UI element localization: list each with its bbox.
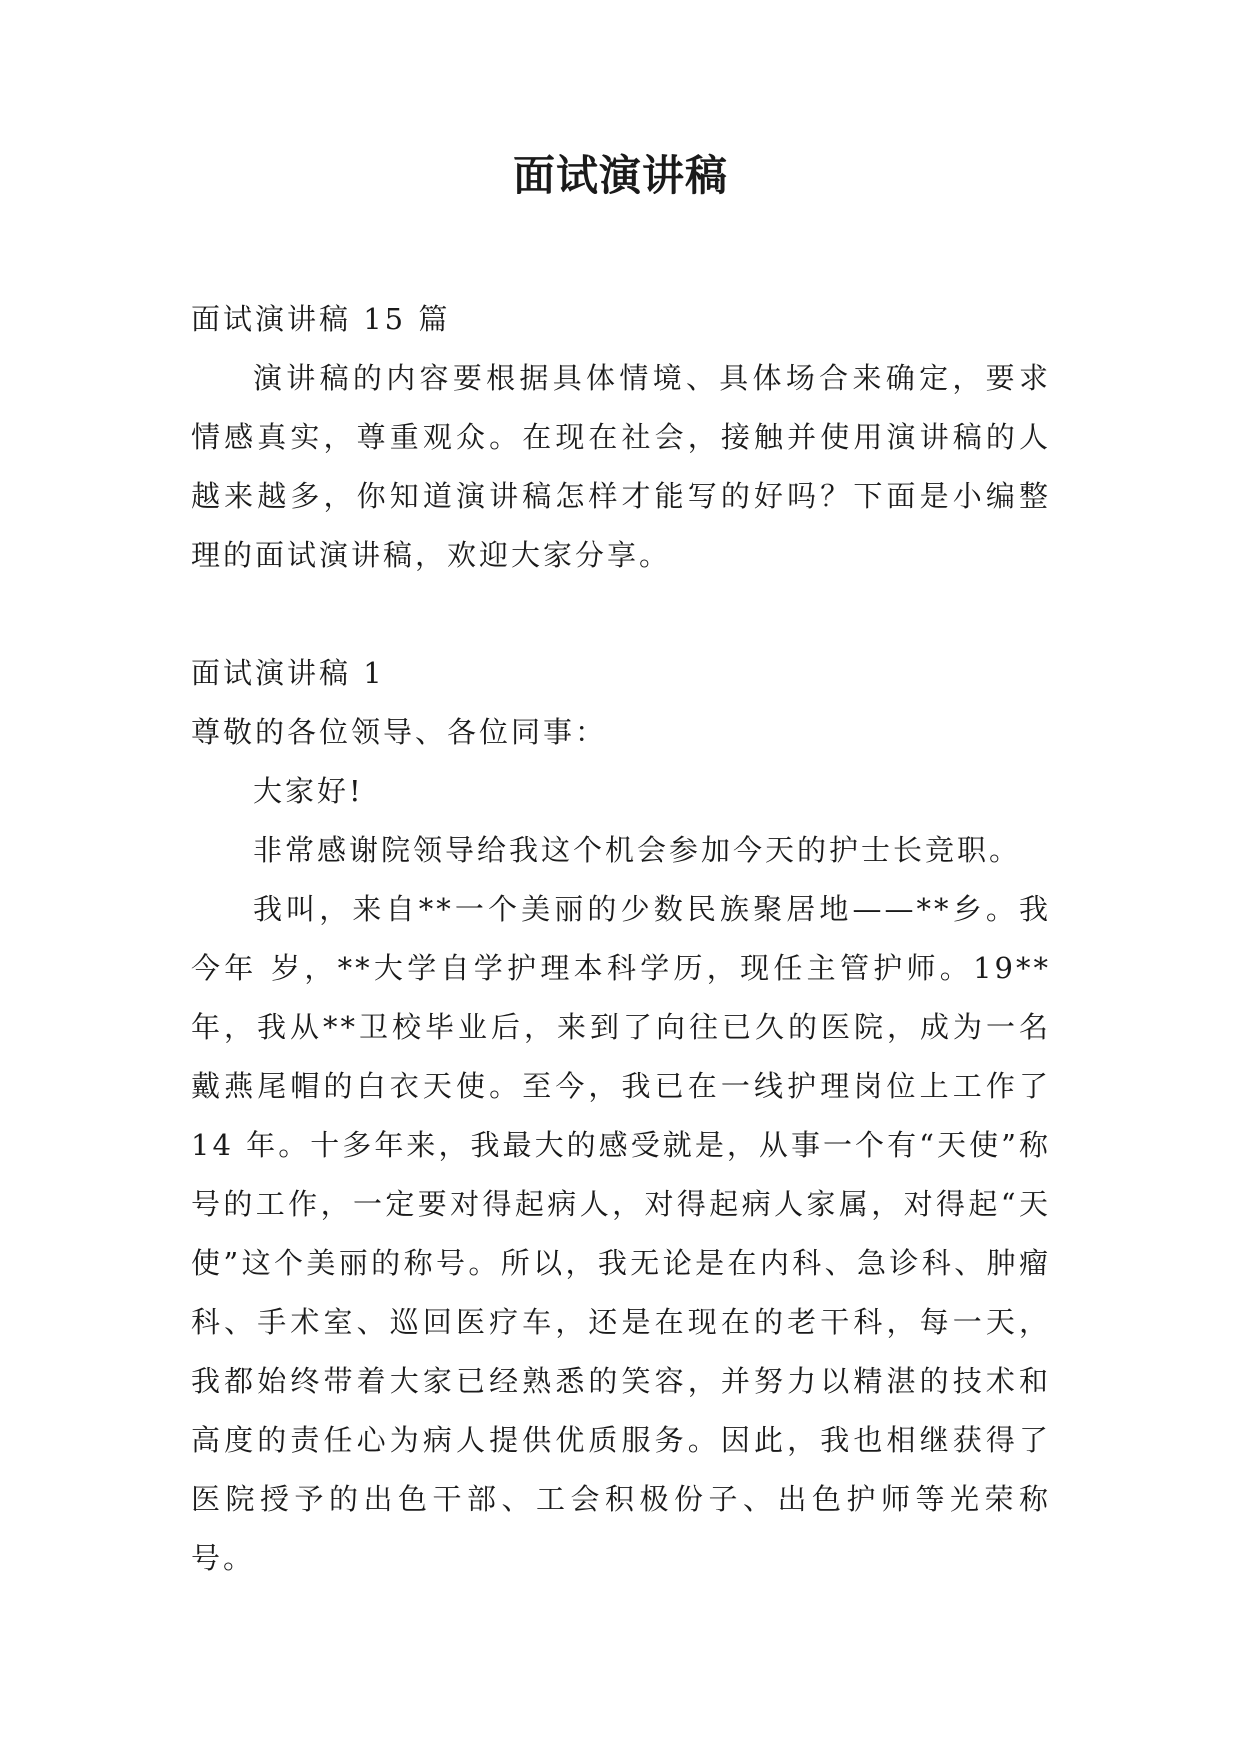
salutation: 尊敬的各位领导、各位同事： [191, 715, 608, 749]
section-heading: 面试演讲稿 1 [191, 656, 385, 690]
greeting: 大家好! [253, 774, 364, 808]
body-paragraph-1: 非常感谢院领导给我这个机会参加今天的护士长竞职。 [253, 833, 1022, 867]
document-subtitle: 面试演讲稿 15 篇 [191, 302, 451, 336]
document-body [191, 290, 1051, 1588]
intro-paragraph: 演讲稿的内容要根据具体情境、具体场合来确定，要求情感真实，尊重观众。在现在社会，接触并使用演讲稿的人越来越多，你知道演讲稿怎样才能写的好吗？下面是小编整理的面试演讲稿，欢迎大家分享。 [191, 361, 1051, 572]
document-title: 面试演讲稿 [512, 151, 728, 200]
body-paragraph-2: 我叫，来自**一个美丽的少数民族聚居地——**乡。我今年 岁，**大学自学护理本科学历，现任主管护师。19**年，我从**卫校毕业后，来到了向往已久的医院，成为一名戴燕尾帽的白衣天使。至今，我已在一线护理岗位上工作了 14 年。十多年来，我最大的感受就是，从事一个有“天使”称号的工作，一定要对得起病人，对得起病人家属，对得起“天使”这个美丽的称号。所以，我无论是在内科、急诊科、肿瘤科、手术室、巡回医疗车，还是在现在的老干科，每一天，我都始终带着大家已经熟悉的笑容，并努力以精湛的技术和高度的责任心为病人提供优质服务。因此，我也相继获得了医院授予的出色干部、工会积极份子、出色护师等光荣称号。 [191, 892, 1051, 1575]
